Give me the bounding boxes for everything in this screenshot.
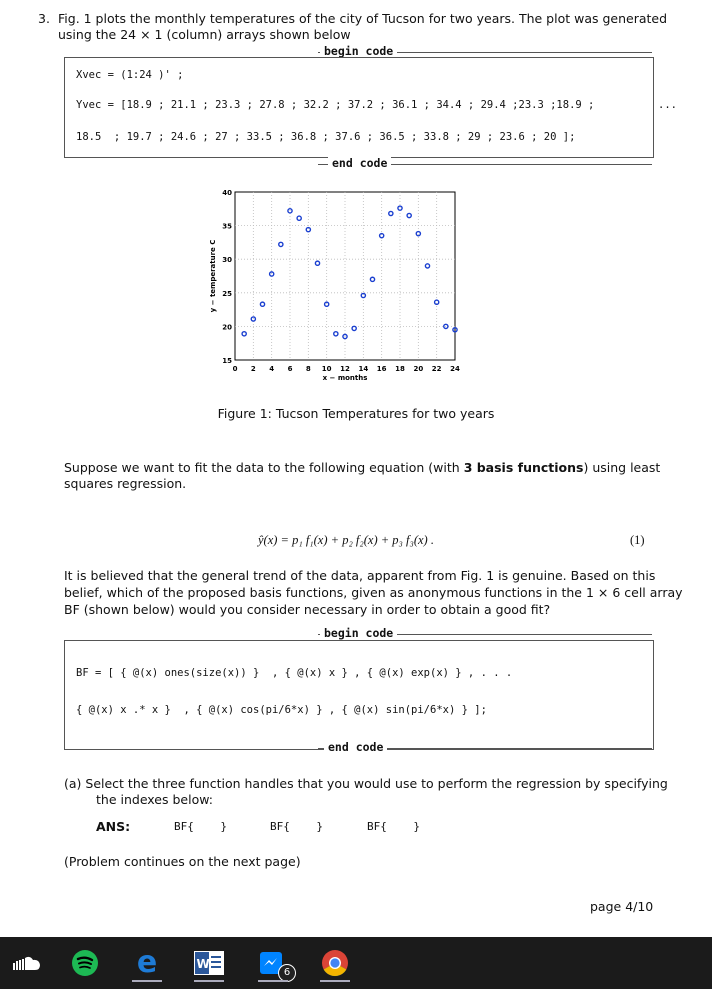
figure-caption: Figure 1: Tucson Temperatures for two years xyxy=(217,406,495,421)
x-tick-label: 12 xyxy=(340,365,350,373)
equation: ŷ(x) = p₁ f₁(x) + p₂ f₂(x) + p₃ f₃(x) . xyxy=(258,533,434,547)
y-tick-label: 30 xyxy=(222,256,232,265)
para1-line1 xyxy=(64,460,660,476)
para1-text-end: ) using least xyxy=(583,460,661,475)
x-tick-label: 16 xyxy=(376,365,387,373)
notification-badge: 6 xyxy=(278,964,296,982)
word-icon[interactable] xyxy=(190,944,228,982)
equation-number: (1) xyxy=(630,533,645,547)
taskbar xyxy=(0,937,712,989)
ans-label: ANS: xyxy=(96,819,131,834)
part-a-line2: the indexes below: xyxy=(96,792,213,807)
code2-line1: BF = [ { @(x) ones(size(x)) } , { @(x) x } , { @(x) exp(x) } , . . . xyxy=(76,667,513,679)
para1-line2: squares regression. xyxy=(64,476,187,491)
temperature-chart xyxy=(195,182,465,392)
code2-box xyxy=(64,640,654,750)
x-tick-label: 14 xyxy=(358,365,369,373)
y-tick-label: 15 xyxy=(222,357,232,365)
x-tick-label: 22 xyxy=(431,365,442,373)
x-tick-label: 18 xyxy=(395,365,405,373)
para2-line1: It is believed that the general trend of the data, apparent from Fig. 1 is genuine. Based on this xyxy=(64,568,656,583)
question-intro-line2: using the 24 × 1 (column) arrays shown below xyxy=(58,27,351,42)
x-tick-label: 6 xyxy=(287,365,293,373)
x-tick-label: 0 xyxy=(232,365,238,373)
code1-begin-label: begin code xyxy=(320,44,397,58)
messenger-icon[interactable] xyxy=(254,944,292,982)
edge-browser-icon[interactable]: e xyxy=(128,944,166,982)
para1-bold: 3 basis functions xyxy=(463,460,584,475)
page-number: page 4/10 xyxy=(590,899,654,914)
x-tick-label: 8 xyxy=(305,365,311,373)
problem-continues-note: (Problem continues on the next page) xyxy=(64,854,301,869)
soundcloud-icon[interactable] xyxy=(8,944,46,982)
para2-line3: BF (shown below) would you consider necessary in order to obtain a good fit? xyxy=(64,602,551,617)
chrome-icon[interactable] xyxy=(316,944,354,982)
question-intro-line1: Fig. 1 plots the monthly temperatures of the city of Tucson for two years. The plot was generated xyxy=(58,11,668,26)
y-tick-label: 20 xyxy=(222,323,232,332)
code1-line3: 18.5 ; 19.7 ; 24.6 ; 27 ; 33.5 ; 36.8 ; 37.6 ; 36.5 ; 33.8 ; 29 ; 23.6 ; 20 ]; xyxy=(76,131,576,143)
code2-begin-label: begin code xyxy=(320,626,397,640)
code2-end-label: end code xyxy=(324,740,387,754)
para2-line2: belief, which of the proposed basis functions, given as anonymous functions in the 1 × 6 cell array xyxy=(64,585,683,600)
answer-slot-3[interactable]: BF{ } xyxy=(367,820,420,833)
x-tick-label: 20 xyxy=(413,365,424,373)
x-tick-label: 2 xyxy=(250,365,256,373)
x-tick-label: 24 xyxy=(450,365,460,373)
answer-slot-2[interactable]: BF{ } xyxy=(270,820,323,833)
code2-line2: { @(x) x .* x } , { @(x) cos(pi/6*x) } , { @(x) sin(pi/6*x) } ]; xyxy=(76,704,487,716)
y-tick-label: 35 xyxy=(222,222,232,231)
code1-line2: Yvec = [18.9 ; 21.1 ; 23.3 ; 27.8 ; 32.2 ; 37.2 ; 36.1 ; 34.4 ; 29.4 ;23.3 ;18.9 ; xyxy=(76,99,595,111)
part-a-line1: (a) Select the three function handles that you would use to perform the regression by specifying xyxy=(64,776,668,791)
svg-text:W: W xyxy=(196,957,210,971)
question-number: 3. xyxy=(38,11,50,26)
x-tick-label: 4 xyxy=(269,365,275,373)
x-tick-label: 10 xyxy=(321,365,332,373)
y-tick-label: 40 xyxy=(222,189,232,197)
spotify-icon[interactable] xyxy=(66,944,104,982)
x-axis-label: x − months xyxy=(322,374,368,382)
y-axis-label: y − temperature C xyxy=(209,239,217,313)
code1-line1: Xvec = (1:24 )' ; xyxy=(76,69,184,81)
code1-line2-overflow: ... xyxy=(658,99,677,111)
para1-text: Suppose we want to fit the data to the following equation (with xyxy=(64,460,464,475)
answer-slot-1[interactable]: BF{ } xyxy=(174,820,227,833)
y-tick-label: 25 xyxy=(222,289,232,298)
code1-end-label: end code xyxy=(328,156,391,170)
